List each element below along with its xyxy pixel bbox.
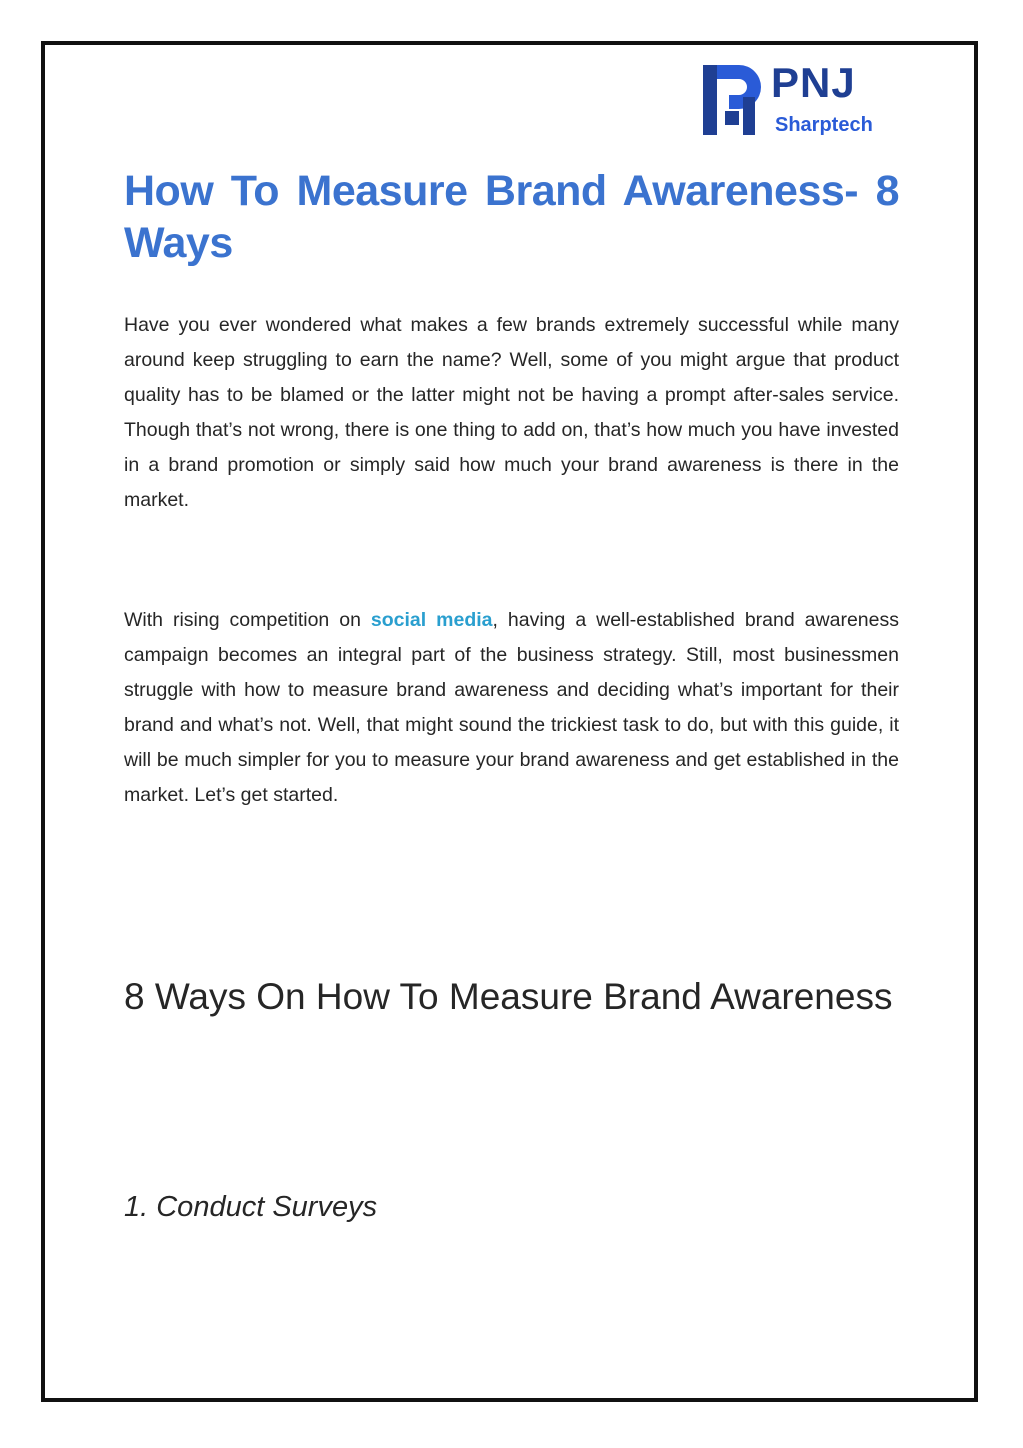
pnj-logo-icon xyxy=(699,59,761,139)
logo-tagline: Sharptech xyxy=(775,114,873,136)
intro-paragraph: Have you ever wondered what makes a few brands extremely successful while many around keep struggling to earn the name? Well, some of you might argue that product quality has to be blamed or the latter might not be having a prompt after-sales service. Though that’s not wrong, there is one thing to add on, that’s how much you have invested in a brand promotion or simply said how much your brand awareness is there in the market. xyxy=(124,314,899,511)
section-heading: 8 Ways On How To Measure Brand Awareness xyxy=(124,976,893,1017)
article-title: How To Measure Brand Awareness- 8 Ways xyxy=(124,167,899,267)
social-media-link[interactable]: social media xyxy=(370,609,493,631)
logo-wordmark: PNJ xyxy=(771,59,856,106)
brand-logo xyxy=(699,59,889,139)
paragraph-text-lead: With rising competition on xyxy=(124,609,371,631)
second-paragraph xyxy=(124,603,899,813)
paragraph-text-rest: , having a well-established brand awareness campaign becomes an integral part of the business strategy. Still, most businessmen struggle with how to measure brand awareness and deciding what’s important for their brand and what’s not. Well, that might sound the trickiest task to do, but with this guide, it will be much simpler for you to measure your brand awareness and get established in the market. Let’s get started. xyxy=(124,609,899,806)
subheading-conduct-surveys: 1. Conduct Surveys xyxy=(124,1191,378,1223)
